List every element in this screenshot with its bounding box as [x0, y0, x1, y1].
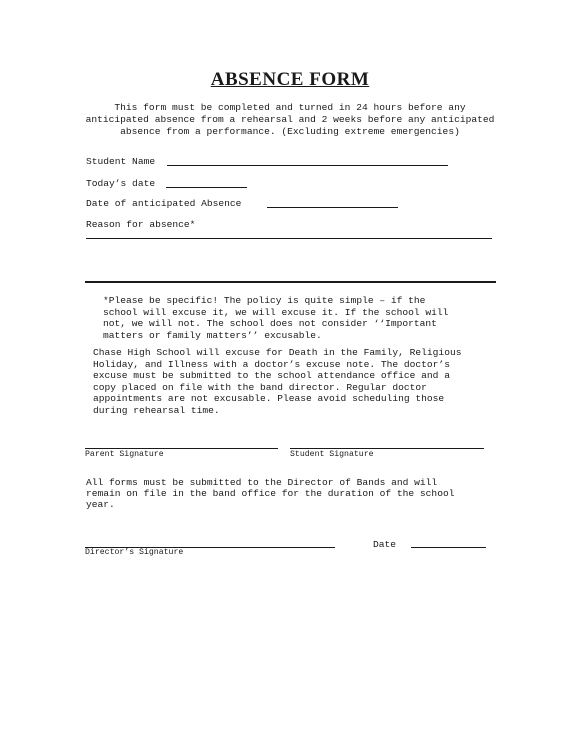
todays-date-line[interactable] — [166, 187, 247, 188]
reason-label: Reason for absence* — [86, 219, 196, 230]
director-signature-label: Director’s Signature — [85, 548, 184, 557]
anticipated-absence-line[interactable] — [267, 207, 398, 208]
director-date-line[interactable] — [411, 547, 486, 548]
parent-signature-label: Parent Signature — [85, 450, 164, 459]
submission-note: All forms must be submitted to the Director of Bands and will remain on file in the band office for the duration of the school year. — [86, 477, 455, 510]
anticipated-absence-label: Date of anticipated Absence — [86, 198, 242, 209]
reason-line[interactable] — [86, 238, 492, 239]
student-name-line[interactable] — [167, 165, 448, 166]
excuse-policy-note: Chase High School will excuse for Death in the Family, Religious Holiday, and Illness with a doctor’s excuse note. The doctor’s excuse must be submitted to the school attendance office and a copy placed on file with the band director. Regular doctor appointments are not excusable. Please avoid scheduling those during rehearsal time. — [93, 347, 462, 416]
director-date-label: Date — [373, 539, 397, 550]
reason-divider — [85, 281, 496, 283]
form-title: ABSENCE FORM — [210, 69, 370, 90]
specific-note: *Please be specific! The policy is quite simple – if the school will excuse it, we will excuse it. If the school will not, we will not. The school does not consider ‘‘Important matters or family matters’’ excusable. — [103, 295, 449, 341]
todays-date-label: Today’s date — [86, 178, 156, 189]
student-name-label: Student Name — [86, 156, 156, 167]
form-intro: This form must be completed and turned in 24 hours before any anticipated absence from a rehearsal and 2 weeks before any anticipated absence from a performance. (Excluding extreme emergencies) — [85, 102, 495, 137]
parent-signature-line[interactable] — [85, 448, 278, 449]
student-signature-line[interactable] — [290, 448, 484, 449]
student-signature-label: Student Signature — [290, 450, 374, 459]
